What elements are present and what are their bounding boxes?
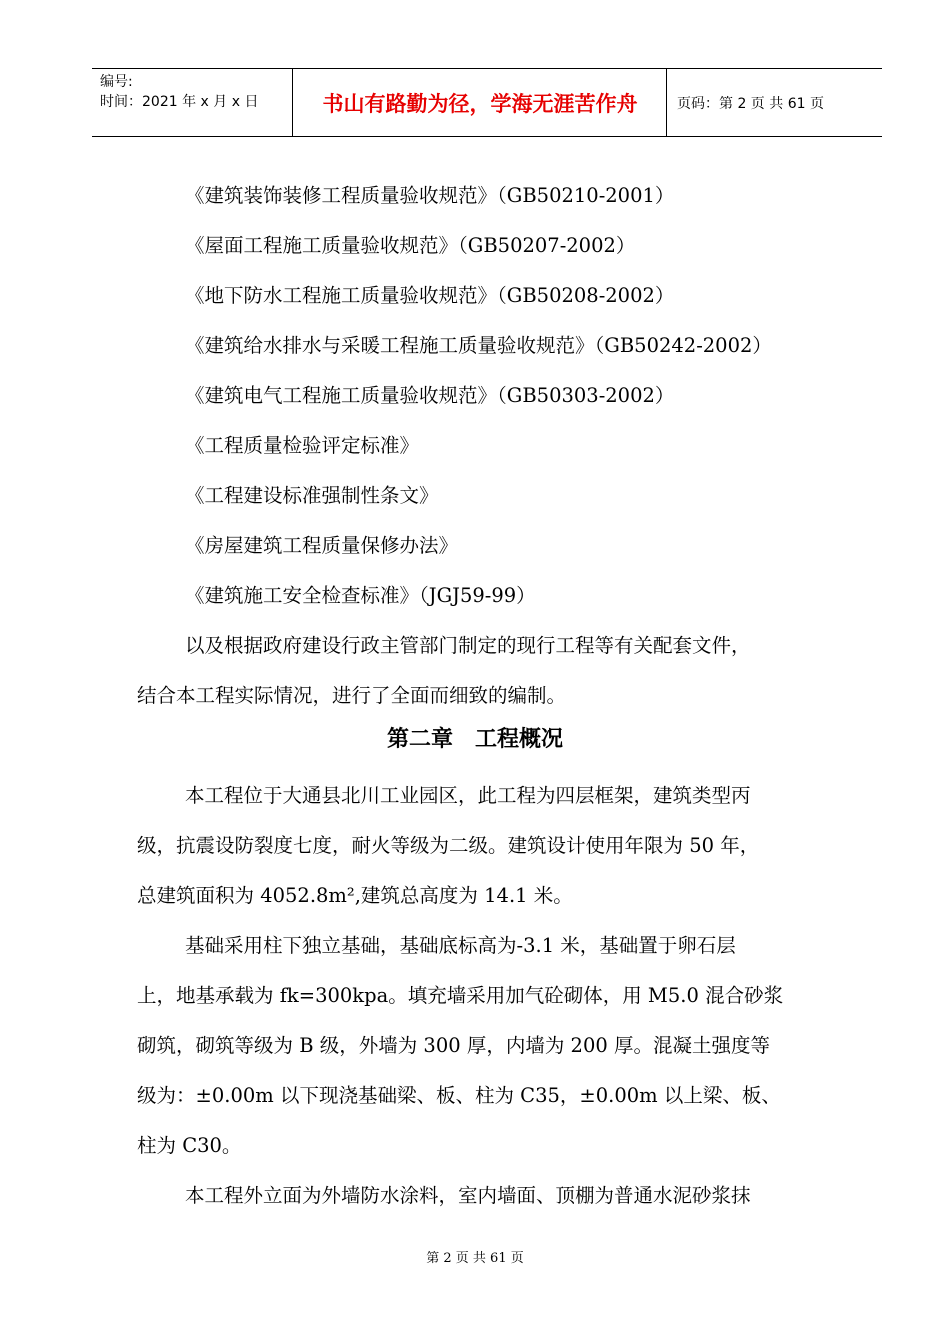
chapter-title: 第二章 工程概况 bbox=[386, 727, 563, 752]
overview-line: 本工程位于大通县北川工业园区，此工程为四层框架，建筑类型丙 bbox=[185, 784, 751, 807]
reference-item: 《建筑装饰装修工程质量验收规范》（GB50210-2001） bbox=[185, 184, 675, 207]
time-label: 时间：2021 年 x 月 x 日 bbox=[100, 94, 259, 110]
header-motto: 书山有路勤为径，学海无涯苦作舟 bbox=[322, 91, 638, 116]
reference-item: 《工程建设标准强制性条文》 bbox=[185, 484, 439, 507]
foundation-line: 级为：±0.00m 以下现浇基础梁、板、柱为 C35，±0.00m 以上梁、板、 bbox=[137, 1084, 781, 1107]
foundation-line: 上，地基承载为 fk=300kpa。填充墙采用加气砼砌体，用 M5.0 混合砂浆 bbox=[137, 984, 784, 1007]
header-meta bbox=[100, 69, 290, 136]
overview-line: 总建筑面积为 4052.8m²,建筑总高度为 14.1 米。 bbox=[137, 884, 573, 907]
header-divider bbox=[666, 69, 667, 136]
reference-item: 《屋面工程施工质量验收规范》（GB50207-2002） bbox=[185, 234, 636, 257]
reference-item: 《地下防水工程施工质量验收规范》（GB50208-2002） bbox=[185, 284, 675, 307]
reference-item: 《工程质量检验评定标准》 bbox=[185, 434, 420, 457]
reference-item: 《建筑给水排水与采暖工程施工质量验收规范》（GB50242-2002） bbox=[185, 334, 772, 357]
facade-line: 本工程外立面为外墙防水涂料，室内墙面、顶棚为普通水泥砂浆抹 bbox=[185, 1184, 751, 1207]
foundation-line: 柱为 C30。 bbox=[137, 1134, 242, 1157]
overview-line: 级，抗震设防裂度七度，耐火等级为二级。建筑设计使用年限为 50 年， bbox=[137, 834, 760, 857]
reference-item: 《房屋建筑工程质量保修办法》 bbox=[185, 534, 459, 557]
page-header bbox=[92, 68, 882, 137]
reference-item: 《建筑施工安全检查标准》（JGJ59-99） bbox=[185, 584, 536, 607]
reference-item: 《建筑电气工程施工质量验收规范》（GB50303-2002） bbox=[185, 384, 675, 407]
intro-line: 以及根据政府建设行政主管部门制定的现行工程等有关配套文件， bbox=[185, 634, 751, 657]
page-footer: 第 2 页 共 61 页 bbox=[426, 1251, 524, 1266]
foundation-line: 基础采用柱下独立基础，基础底标高为-3.1 米，基础置于卵石层 bbox=[185, 934, 736, 957]
intro-line: 结合本工程实际情况，进行了全面而细致的编制。 bbox=[137, 684, 567, 707]
foundation-line: 砌筑，砌筑等级为 B 级，外墙为 300 厚，内墙为 200 厚。混凝土强度等 bbox=[137, 1034, 770, 1057]
serial-label: 编号: bbox=[100, 74, 133, 90]
header-page-code: 页码：第 2 页 共 61 页 bbox=[677, 95, 824, 112]
header-divider bbox=[292, 69, 293, 136]
